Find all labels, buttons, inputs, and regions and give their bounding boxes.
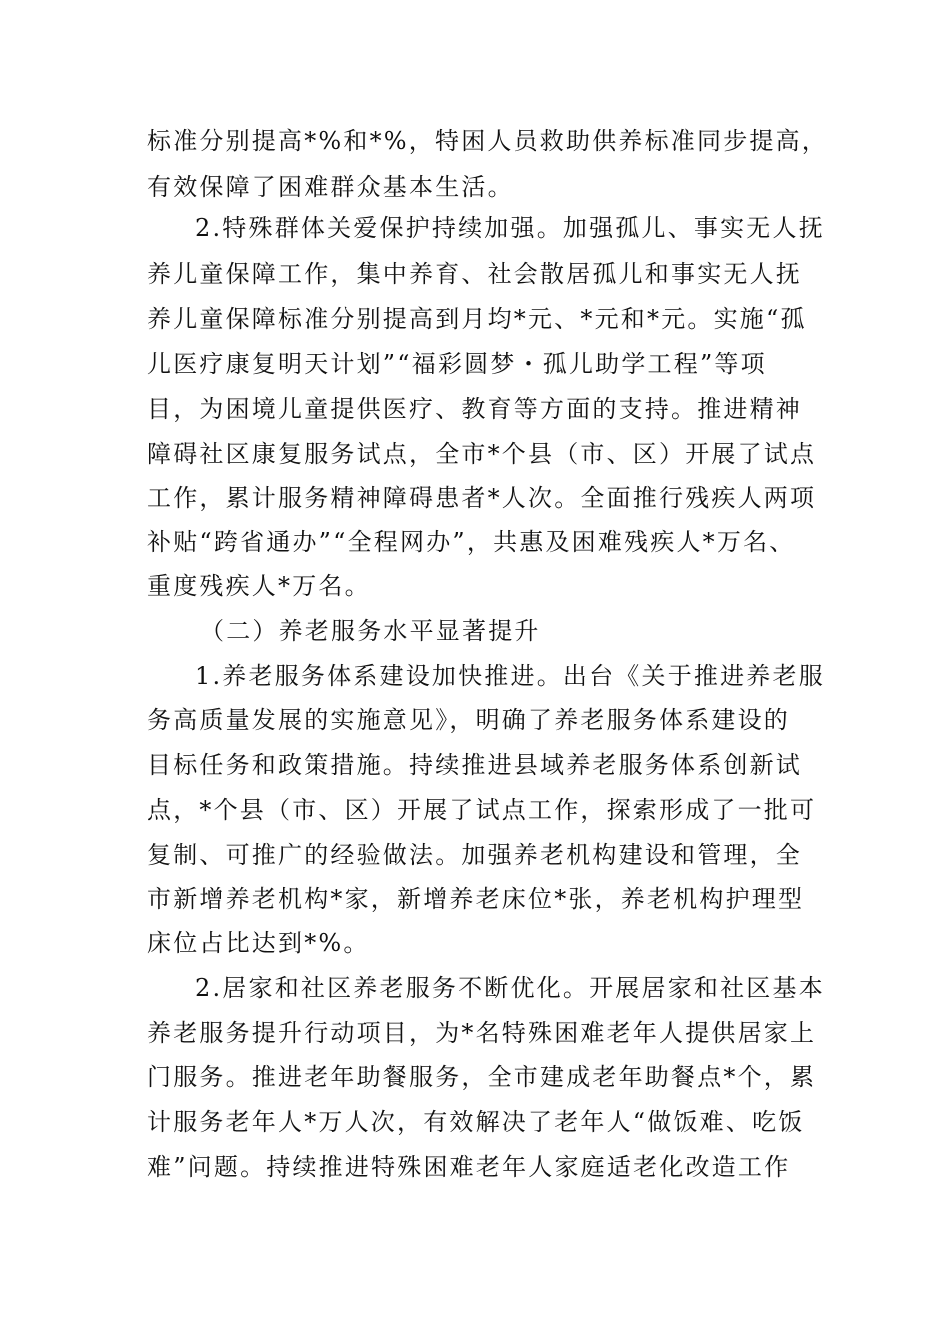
- body-text-line: 床位占比达到*%。: [147, 929, 370, 957]
- body-text-line: 补贴“跨省通办”“全程网办”，共惠及困难残疾人*万名、: [147, 528, 796, 556]
- body-text-line: 养儿童保障标准分别提高到月均*元、*元和*元。实施“孤: [147, 305, 807, 333]
- body-text-line: 点，*个县（市、区）开展了试点工作，探索形成了一批可: [147, 796, 817, 824]
- body-text-line: 有效保障了困难群众基本生活。: [147, 173, 514, 201]
- body-text-line: 养儿童保障工作，集中养育、社会散居孤儿和事实无人抚: [147, 260, 802, 288]
- body-text-line: 复制、可推广的经验做法。加强养老机构建设和管理，全: [147, 841, 802, 869]
- body-text-line: 儿医疗康复明天计划”“福彩圆梦・孤儿助学工程”等项: [147, 350, 767, 378]
- paragraph-start-line: 2.居家和社区养老服务不断优化。开展居家和社区基本: [195, 974, 825, 1002]
- body-text-line: 目标任务和政策措施。持续推进县域养老服务体系创新试: [147, 751, 802, 779]
- body-text-line: 计服务老年人*万人次，有效解决了老年人“做饭难、吃饭: [147, 1108, 805, 1136]
- body-text-line: 工作，累计服务精神障碍患者*人次。全面推行残疾人两项: [147, 484, 817, 512]
- body-text-line: 养老服务提升行动项目，为*名特殊困难老年人提供居家上: [147, 1019, 817, 1047]
- body-text-line: 门服务。推进老年助餐服务，全市建成老年助餐点*个，累: [147, 1063, 817, 1091]
- body-text-line: 务高质量发展的实施意见》，明确了养老服务体系建设的: [147, 706, 790, 734]
- body-text-line: 障碍社区康复服务试点，全市*个县（市、区）开展了试点: [147, 440, 817, 468]
- paragraph-start-line: 2.特殊群体关爱保护持续加强。加强孤儿、事实无人抚: [195, 214, 825, 242]
- body-text-line: 市新增养老机构*家，新增养老床位*张，养老机构护理型: [147, 885, 805, 913]
- section-heading: （二）养老服务水平显著提升: [200, 617, 541, 645]
- body-text-line: 目，为困境儿童提供医疗、教育等方面的支持。推进精神: [147, 395, 802, 423]
- body-text-line: 难”问题。持续推进特殊困难老年人家庭适老化改造工作: [147, 1153, 791, 1181]
- body-text-line: 标准分别提高*%和*%，特困人员救助供养标准同步提高，: [147, 127, 829, 155]
- body-text-line: 重度残疾人*万名。: [147, 572, 371, 600]
- paragraph-start-line: 1.养老服务体系建设加快推进。出台《关于推进养老服: [195, 662, 825, 690]
